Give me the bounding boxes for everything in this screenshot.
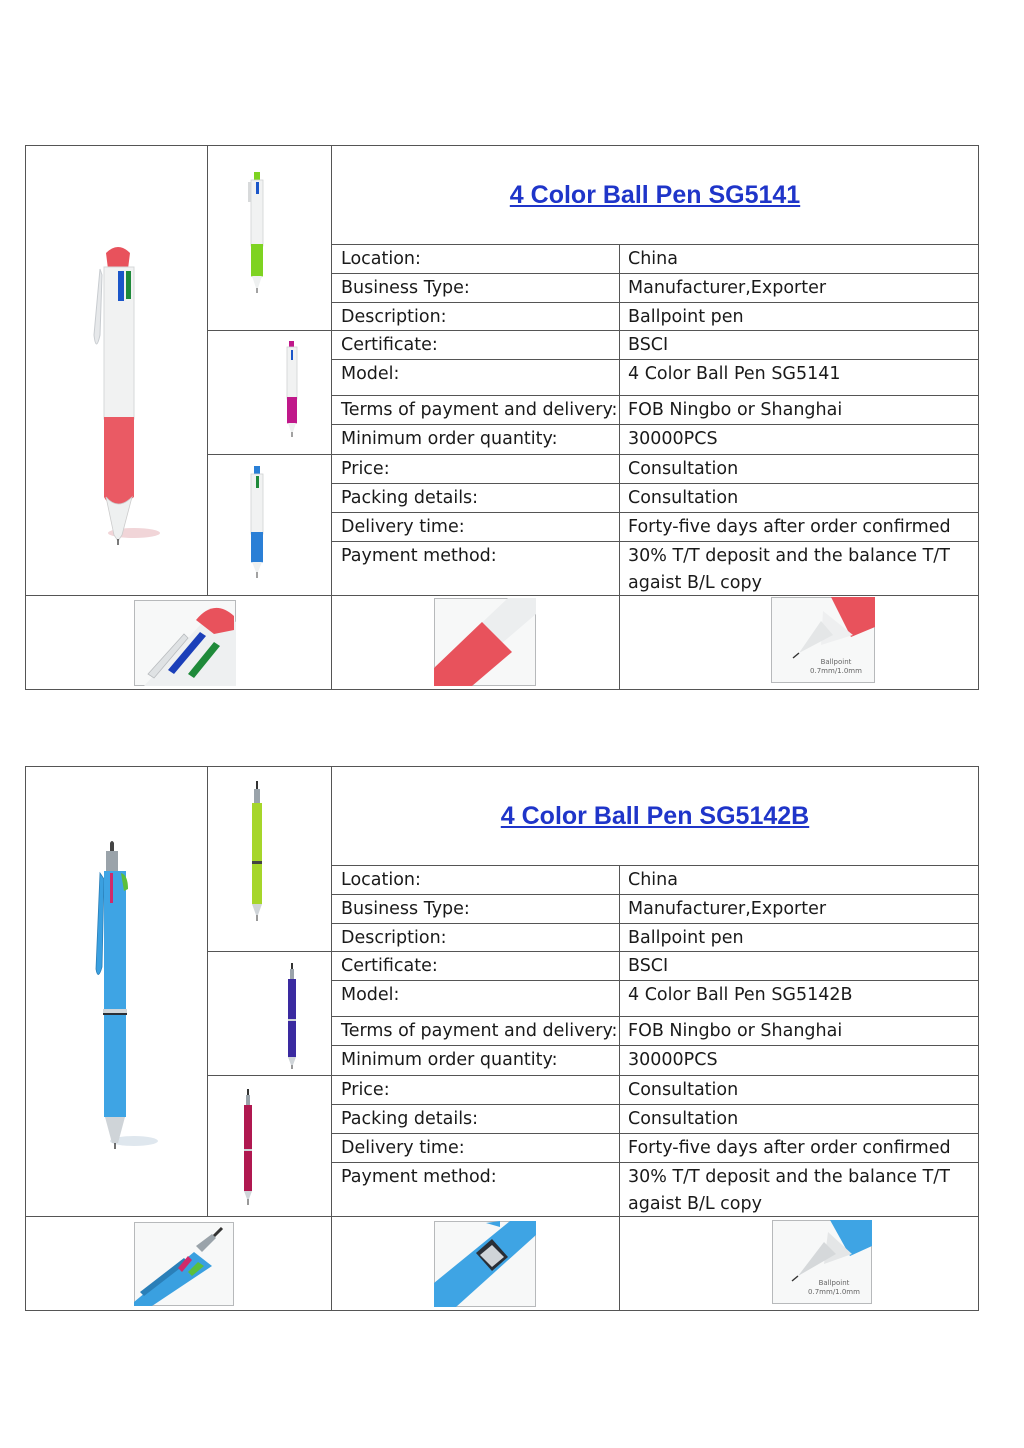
spec-value: Manufacturer,Exporter [628,278,827,298]
ballpoint-caption [806,658,866,676]
spec-label: Certificate: [341,335,438,355]
divider [207,1075,978,1076]
divider [331,1016,978,1017]
main-pen-image [88,839,168,1159]
detail-grip-image [434,598,536,686]
spec-value: 4 Color Ball Pen SG5142B [628,985,853,1005]
spec-label: Business Type: [341,278,470,298]
spec-label: Location: [341,249,421,269]
spec-label: Location: [341,870,421,890]
spec-label: Description: [341,928,447,948]
spec-value: BSCI [628,335,669,355]
ballpoint-caption-line: 0.7mm/1.0mm [810,667,862,675]
divider [619,865,620,1310]
divider [331,302,978,303]
divider [331,980,978,981]
divider [331,483,978,484]
spec-value: China [628,249,678,269]
spec-value: Ballpoint pen [628,307,744,327]
spec-value: Consultation [628,1080,739,1100]
spec-label: Packing details: [341,1109,479,1129]
divider [331,894,978,895]
divider [331,244,978,245]
spec-label: Payment method: [341,1167,497,1187]
spec-value: Consultation [628,459,739,479]
spec-value: 30% T/T deposit and the balance T/T agaist B/L copy [628,1167,950,1214]
variant-pen-image [282,341,302,437]
spec-label: Terms of payment and delivery: [341,1021,618,1041]
spec-label: Model: [341,364,400,384]
divider [331,512,978,513]
spec-value: BSCI [628,956,669,976]
variant-pen-image [284,963,300,1069]
spec-label: Terms of payment and delivery: [341,400,618,420]
spec-value: 30000PCS [628,1050,718,1070]
spec-label: Price: [341,459,390,479]
product-title[interactable]: 4 Color Ball Pen SG5142B [500,801,810,830]
spec-label: Certificate: [341,956,438,976]
detail-ring-image [434,1221,536,1307]
spec-value: Consultation [628,488,739,508]
divider [207,767,208,1216]
spec-label: Business Type: [341,899,470,919]
variant-pen-image [244,172,270,294]
product-title[interactable]: 4 Color Ball Pen SG5141 [509,180,801,209]
spec-value: FOB Ningbo or Shanghai [628,1021,843,1041]
spec-label: Minimum order quantity: [341,429,558,449]
spec-value: 30000PCS [628,429,718,449]
divider [331,273,978,274]
divider [207,454,978,455]
variant-pen-image [244,466,270,578]
divider [207,146,208,595]
detail-clip-image [134,600,236,686]
variant-pen-image [240,1089,256,1205]
ballpoint-caption-line: Ballpoint [820,658,852,666]
spec-label: Model: [341,985,400,1005]
divider [619,244,620,689]
spec-label: Delivery time: [341,1138,465,1158]
divider [331,541,978,542]
spec-value: China [628,870,678,890]
spec-value: Forty-five days after order confirmed [628,517,951,537]
spec-value: 30% T/T deposit and the balance T/T agaist B/L copy [628,546,950,593]
spec-label: Payment method: [341,546,497,566]
spec-value: Forty-five days after order confirmed [628,1138,951,1158]
divider [331,1133,978,1134]
divider [331,923,978,924]
divider [331,424,978,425]
spec-value: Manufacturer,Exporter [628,899,827,919]
detail-clip-image [134,1222,234,1306]
ballpoint-caption-line: 0.7mm/1.0mm [808,1288,860,1296]
spec-label: Price: [341,1080,390,1100]
divider [331,395,978,396]
ballpoint-caption-line: Ballpoint [818,1279,850,1287]
variant-pen-image [247,781,267,923]
spec-value: FOB Ningbo or Shanghai [628,400,843,420]
ballpoint-caption [804,1279,864,1297]
spec-value: 4 Color Ball Pen SG5141 [628,364,841,384]
divider [331,865,978,866]
divider [331,1162,978,1163]
spec-value: Ballpoint pen [628,928,744,948]
product-table [25,145,979,690]
main-pen-image [84,241,164,551]
spec-label: Packing details: [341,488,479,508]
spec-value: Consultation [628,1109,739,1129]
spec-label: Description: [341,307,447,327]
divider [331,359,978,360]
product-table [25,766,979,1311]
spec-label: Delivery time: [341,517,465,537]
divider [331,1104,978,1105]
spec-label: Minimum order quantity: [341,1050,558,1070]
divider [331,1045,978,1046]
